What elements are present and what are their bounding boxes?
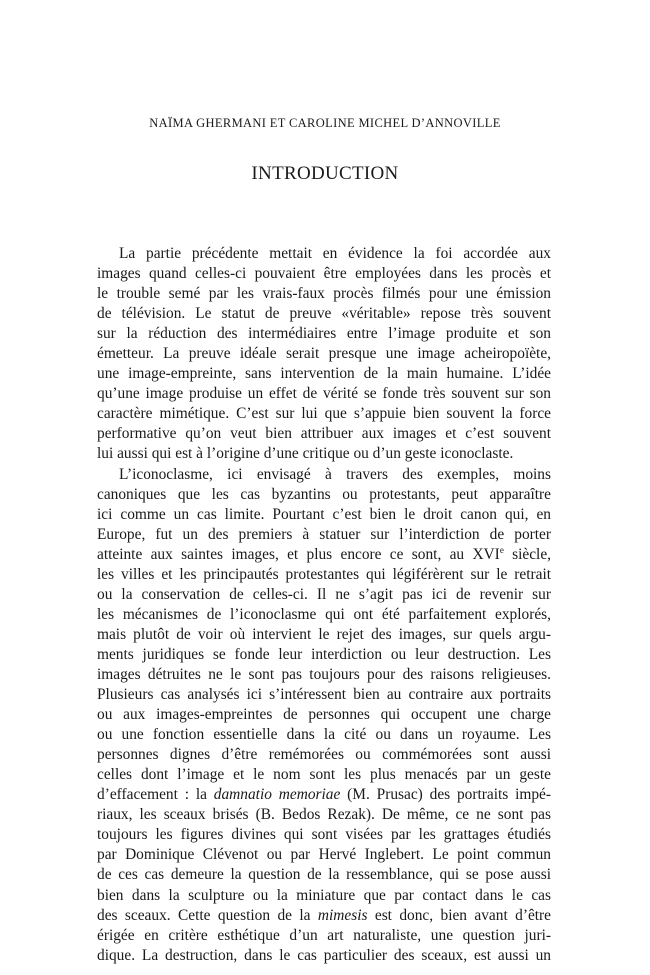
text-line xyxy=(97,725,551,745)
text-line xyxy=(97,685,551,705)
text-segment: érigée en critère esthétique d’un art naturaliste, une question juri- xyxy=(97,926,551,944)
text-segment: toujours les figures divines qui sont visées par les grattages étudiés xyxy=(97,826,551,844)
text-segment: (M. Prusac) des portraits impé- xyxy=(340,786,551,804)
text-line xyxy=(97,404,551,424)
text-line xyxy=(97,244,551,264)
text-line xyxy=(97,765,551,785)
text-line xyxy=(97,525,551,545)
superscript: e xyxy=(499,544,504,555)
text-segment: ou la conservation de celles-ci. Il ne s’agit pas ici de revenir sur xyxy=(97,585,551,603)
text-segment: personnes dignes d’être remémorées ou commémorées sont aussi xyxy=(97,746,551,764)
text-segment: Plusieurs cas analysés ici s’intéressent bien au contraire aux portraits xyxy=(97,686,551,704)
text-segment: qu’une image produise un effet de vérité se fonde très souvent sur son xyxy=(97,385,551,403)
text-segment: les mécanismes de l’iconoclasme qui ont été parfaitement explorés, xyxy=(97,605,551,623)
text-segment: ou aux images-empreintes de personnes qui occupent une charge xyxy=(97,706,551,724)
text-segment: des sceaux. Cette question de la xyxy=(97,906,318,924)
text-segment: d’effacement : la xyxy=(97,786,214,804)
text-segment: images détruites ne le sont pas toujours pour des raisons religieuses. xyxy=(97,665,551,683)
text-segment: Europe, fut un des premiers à statuer sur l’interdiction de porter xyxy=(97,525,551,543)
text-line xyxy=(97,865,551,885)
text-segment: dique. La destruction, dans le cas particulier des sceaux, est aussi un xyxy=(97,946,551,964)
text-line xyxy=(97,946,551,966)
text-line xyxy=(97,886,551,906)
text-segment: performative qu’on veut bien attribuer aux images et c’est souvent xyxy=(97,425,551,443)
text-line xyxy=(97,906,551,926)
text-segment: ou une fonction essentielle dans la cité ou dans un royaume. Les xyxy=(97,726,551,744)
text-line xyxy=(97,665,551,685)
text-line xyxy=(97,926,551,946)
text-line xyxy=(97,705,551,725)
text-line xyxy=(97,444,551,464)
text-line xyxy=(97,284,551,304)
text-line xyxy=(97,485,551,505)
text-segment: canoniques que les cas byzantins ou protestants, peut apparaître xyxy=(97,485,551,503)
text-segment: mais plutôt de voir où intervient le rejet des images, sur quels argu- xyxy=(97,625,551,643)
chapter-title: INTRODUCTION xyxy=(251,163,399,184)
text-segment: L’iconoclasme, ici envisagé à travers des exemples, moins xyxy=(119,465,551,483)
text-line xyxy=(97,465,551,485)
text-segment: celles dont l’image et le nom sont les plus menacés par un geste xyxy=(97,766,551,784)
text-line xyxy=(97,745,551,765)
text-segment: bien dans la sculpture ou la miniature que par contact dans le cas xyxy=(97,886,551,904)
text-line xyxy=(97,645,551,665)
text-segment: émetteur. La preuve idéale serait presque une image acheiropoïète, xyxy=(97,345,551,363)
italic-term: damnatio memoriae xyxy=(213,786,341,804)
text-segment: lui aussi qui est à l’origine d’une critique ou d’un geste iconoclaste. xyxy=(97,445,514,463)
text-line xyxy=(97,264,551,284)
text-line xyxy=(97,625,551,645)
text-segment: atteinte aux saintes images, et plus encore ce sont, au XVI xyxy=(97,545,500,563)
text-line xyxy=(97,324,551,344)
running-head: NAÏMA GHERMANI ET CAROLINE MICHEL D’ANNOVILLE xyxy=(149,116,501,130)
text-segment: caractère mimétique. C’est sur lui que s’appuie bien souvent la force xyxy=(97,405,551,423)
text-line xyxy=(97,344,551,364)
text-segment: de ces cas demeure la question de la ressemblance, qui se pose aussi xyxy=(97,866,551,884)
text-line xyxy=(97,605,551,625)
text-line xyxy=(97,424,551,444)
text-segment: une image-empreinte, sans intervention de la main humaine. L’idée xyxy=(97,365,551,383)
text-line xyxy=(97,805,551,825)
text-segment: le trouble semé par les vrais-faux procès filmés pour une émission xyxy=(97,285,551,303)
text-segment: de télévision. Le statut de preuve «véritable» repose très souvent xyxy=(97,305,551,323)
text-line xyxy=(97,825,551,845)
italic-term: mimesis xyxy=(317,906,368,924)
text-segment: La partie précédente mettait en évidence la foi accordée aux xyxy=(119,245,551,262)
text-line xyxy=(97,304,551,324)
text-line xyxy=(97,505,551,525)
text-segment: sur la réduction des intermédiaires entre l’image produite et son xyxy=(97,325,551,343)
text-segment: siècle, xyxy=(503,545,551,563)
text-line xyxy=(97,585,551,605)
text-line xyxy=(97,364,551,384)
text-line xyxy=(97,565,551,585)
text-segment: ments juridiques se fonde leur interdiction ou leur destruction. Les xyxy=(97,645,551,663)
text-line xyxy=(97,845,551,865)
text-segment: est donc, bien avant d’être xyxy=(367,906,551,924)
text-segment: les villes et les principautés protestantes qui légiférèrent sur le retrait xyxy=(97,565,551,583)
body-text xyxy=(97,244,551,966)
text-line xyxy=(97,545,551,565)
text-segment: par Dominique Clévenot ou par Hervé Inglebert. Le point commun xyxy=(97,846,551,864)
text-segment: images quand celles-ci pouvaient être employées dans les procès et xyxy=(97,265,551,283)
text-line xyxy=(97,785,551,805)
text-segment: riaux, les sceaux brisés (B. Bedos Rezak). De même, ce ne sont pas xyxy=(97,806,551,824)
text-line xyxy=(97,384,551,404)
text-segment: ici comme un cas limite. Pourtant c’est bien le droit canon qui, en xyxy=(97,505,551,523)
